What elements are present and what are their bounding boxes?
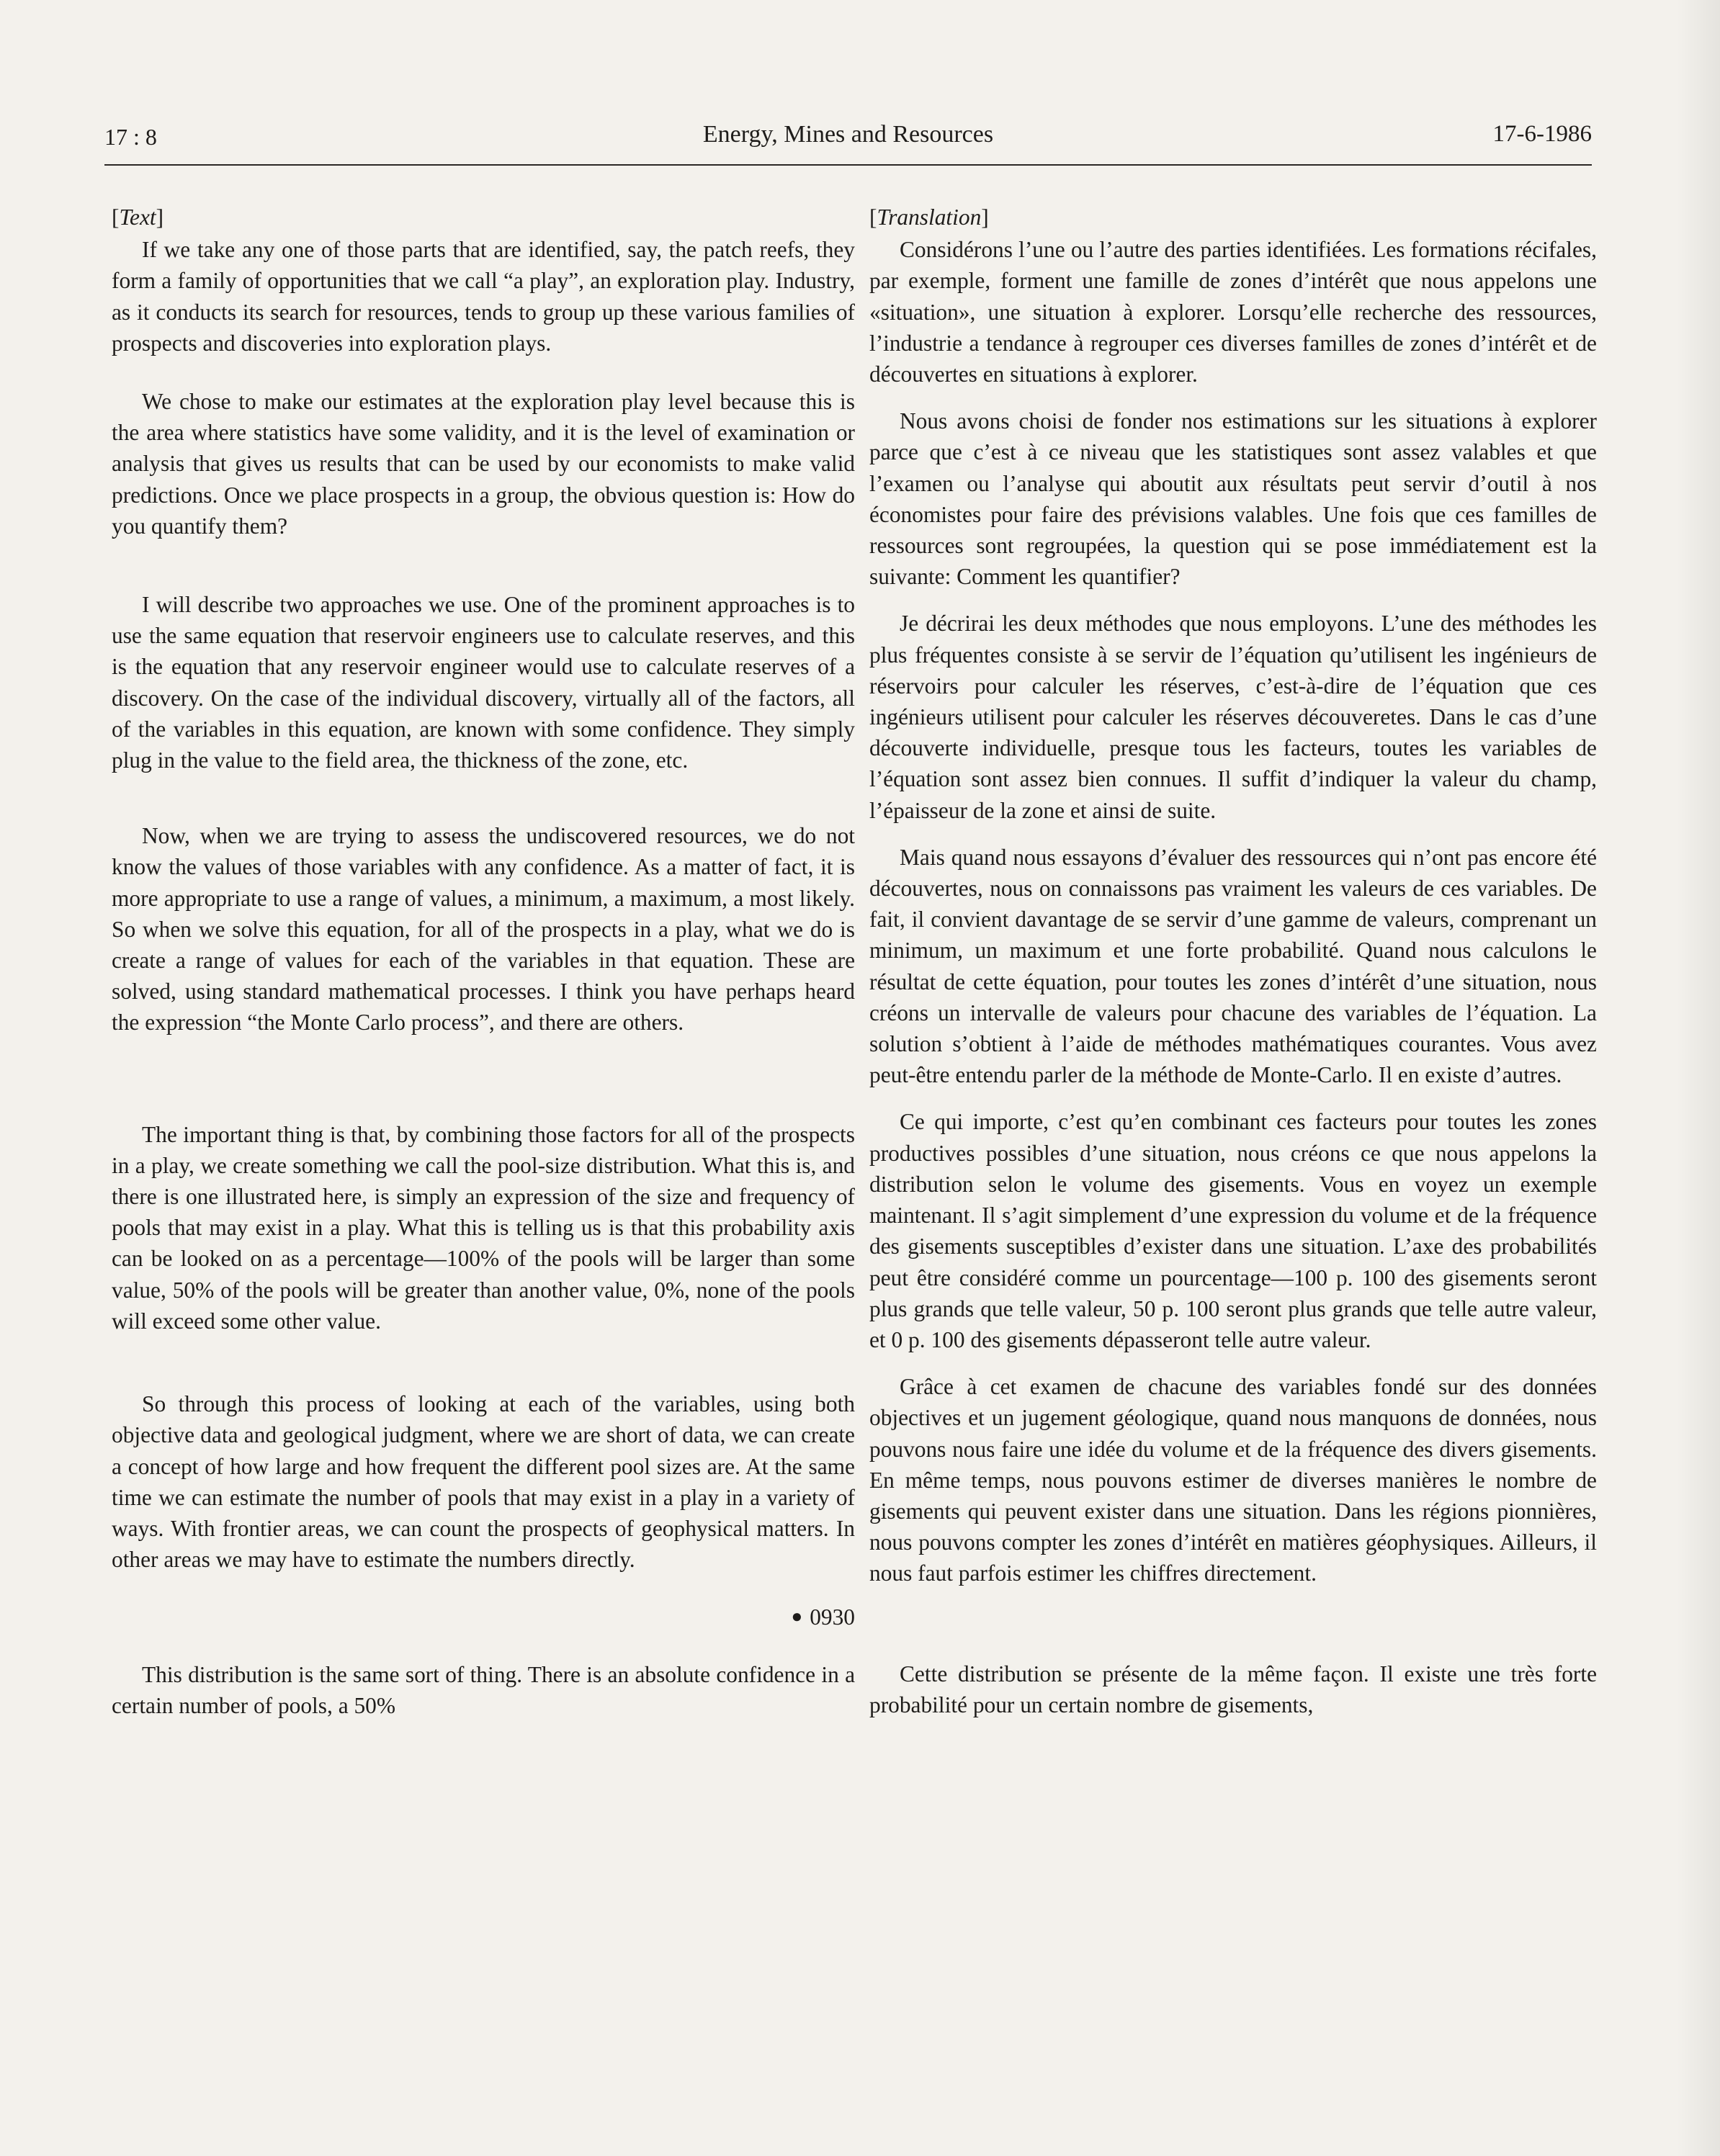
english-paragraph: This distribution is the same sort of thing. There is an absolute confidence in a certain number of pools, a 50%	[112, 1661, 855, 1718]
english-paragraph: If we take any one of those parts that are identified, say, the patch reefs, they form a family of opportunities that we call “a play”, an exploration play. Industry, as it conducts its search for resources, tends to group up these various families of prospects and discoveries into exploration plays.	[112, 237, 855, 356]
french-paragraph: Cette distribution se présente de la même façon. Il existe une très forte probabilité pour un certain nombre de gisements,	[869, 1661, 1597, 1717]
french-paragraph: Je décrirai les deux méthodes que nous employons. L’une des méthodes les plus fréquentes consiste à se servir de l’équation qu’utilisent les ingénieurs de réservoirs pour calculer les réserves, c’est-à-dire de l’équation que ces ingénieurs utilisent pour calculer les réserves découveretes. Dans le cas d’une découverte individuelle, presque tous les facteurs, toutes les variables de l’équation sont assez bien connues. Il suffit d’indiquer la valeur du champ, l’épaisseur de la zone et ainsi de suite.	[869, 611, 1597, 823]
english-paragraph: The important thing is that, by combining those factors for all of the prospects in a play, we create something we call the pool-size distribution. What this is, and there is one illustrated here, is simply an expression of the size and frequency of pools that may exist in a play. What this is telling us is that this probability axis can be looked on as a percentage—100% of the pools will be larger than some value, 50% of the pools will be greater than another value, 0%, none of the pools will exceed some other value.	[112, 1121, 855, 1334]
running-title: Energy, Mines and Resources	[702, 121, 994, 148]
section-marker-text: [Text]	[112, 205, 164, 230]
english-paragraph: I will describe two approaches we use. One of the prominent approaches is to use the same equation that reservoir engineers use to calculate reserves, and this is the equation that any reservoir engineer would use to calculate reserves of a discovery. On the case of the individual discovery, virtually all of the factors, all of the variables in this equation, are known with some confidence. They simply plug in the value to the field area, the thickness of the zone, etc.	[112, 592, 855, 773]
time-mark	[112, 1601, 855, 1632]
french-paragraph: Considérons l’une ou l’autre des parties identifiées. Les formations récifales, par exemple, forment une famille de zones d’intérêt que nous appelons une «situation», une situation à explorer. Lorsqu’elle recherche des ressources, l’industrie a tendance à regrouper ces diverses familles de zones d’intérêt et de découvertes en situations à explorer.	[869, 237, 1597, 387]
french-paragraph: Ce qui importe, c’est qu’en combinant ces facteurs pour toutes les zones productives possibles d’une situation, nous créons ce que nous appelons la distribution selon le volume des gisements. Vous en voyez un exemple maintenant. Il s’agit simplement d’une expression du volume et de la fréquence des gisements susceptibles d’exister dans une situation. L’axe des probabilités peut être considéré comme un pourcentage—100 p. 100 des gisements seront plus grands que telle valeur, 50 p. 100 seront plus grands que telle autre valeur, et 0 p. 100 des gisements dépasseront telle autre valeur.	[869, 1109, 1597, 1352]
page-edge-shadow	[1677, 0, 1720, 2156]
page-folio: 17 : 8	[104, 124, 157, 150]
english-paragraph: We chose to make our estimates at the exploration play level because this is the area where statistics have some validity, and it is the level of examination or analysis that gives us results that can be used by our economists to make valid predictions. Once we place prospects in a group, the obvious question is: How do you quantify them?	[112, 389, 855, 539]
french-paragraph: Mais quand nous essayons d’évaluer des ressources qui n’ont pas encore été découvertes, nous on connaissons pas vraiment les valeurs de ces variables. De fait, il convient davantage de se servir d’une gamme de valeurs, comprenant un minimum, un maximum et une forte probabilité. Quand nous calculons le résultat de cette équation, pour toutes les zones d’intérêt d’une situation, nous créons un intervalle de valeurs pour chacune des variables de l’équation. La solution s’obtient à l’aide de méthodes mathématiques courantes. Vous avez peut-être entendu parler de la méthode de Monte-Carlo. Il en existe d’autres.	[869, 844, 1597, 1088]
header-date: 17-6-1986	[1492, 121, 1592, 147]
french-column	[869, 202, 1597, 1720]
page-header	[104, 121, 1592, 166]
french-paragraph: Nous avons choisi de fonder nos estimations sur les situations à explorer parce que c’est à ce niveau que les statistiques sont assez valables et que l’examen ou l’analyse qui aboutit aux résultats peut servir d’outil à nos économistes pour faire des prévisions valables. Une fois que ces familles de ressources sont regroupées, la question qui se pose immédiatement est la suivante: Comment les quantifier?	[869, 408, 1597, 590]
english-column	[112, 202, 855, 1721]
french-paragraph: Grâce à cet examen de chacune des variables fondé sur des données objectives et un jugement géologique, quand nous manquons de données, nous pouvons nous faire une idée du volume et de la fréquence des divers gisements. En même temps, nous pouvons estimer de diverses manières le nombre de gisements qui peuvent exister dans une situation. Dans les régions pionnières, nous pouvons compter les zones d’intérêt en matières géophysiques. Ailleurs, il nous faut parfois estimer les chiffres directement.	[869, 1374, 1597, 1586]
english-paragraph: Now, when we are trying to assess the undiscovered resources, we do not know the values of those variables with any confidence. As a matter of fact, it is more appropriate to use a range of values, a minimum, a maximum, a most likely. So when we solve this equation, for all of the prospects in a play, what we do is create a range of values for each of the variables in that equation. These are solved, using standard mathematical processes. I think you have perhaps heard the expression “the Monte Carlo process”, and there are others.	[112, 823, 855, 1036]
bullet-icon: ●	[791, 1606, 803, 1627]
section-marker-label: Text	[119, 205, 156, 230]
section-marker-translation: [Translation]	[869, 205, 989, 230]
english-paragraph: So through this process of looking at each of the variables, using both objective data and geological judgment, where we are short of data, we can create a concept of how large and how frequent the different pool sizes are. At the same time we can estimate the number of pools that may exist in a play in a variety of ways. With frontier areas, we can count the prospects of geophysical matters. In other areas we may have to estimate the numbers directly.	[112, 1391, 855, 1573]
time-mark-value: 0930	[810, 1604, 855, 1630]
section-marker-label: Translation	[877, 205, 982, 230]
